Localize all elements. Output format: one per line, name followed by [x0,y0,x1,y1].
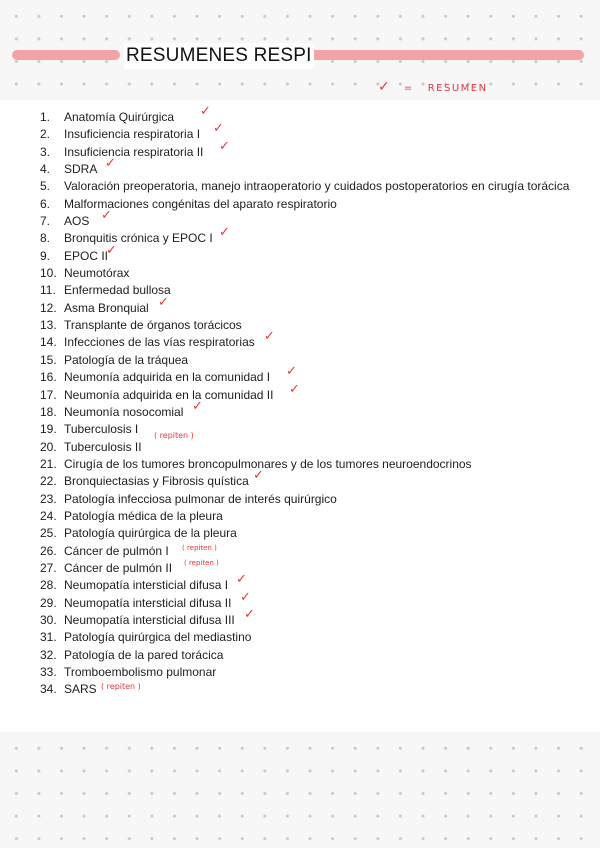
check-mark-icon: ✓ [192,398,203,414]
item-number: 9. [40,248,51,263]
list-item [40,265,600,282]
item-text: SDRA [64,162,98,177]
item-text: Patología quirúrgica de la pleura [64,526,237,541]
item-number: 4. [40,162,51,177]
item-number: 31. [40,630,57,645]
repeated-note: ( repiten ) [184,558,219,567]
list-item [40,121,600,143]
list-item [40,543,600,560]
item-text: Malformaciones congénitas del aparato respiratorio [64,196,337,211]
list-item [40,282,600,299]
item-number: 11. [40,283,56,298]
item-text: Neumonía nosocomial [64,404,184,419]
item-number: 27. [40,560,57,575]
item-number: 34. [40,682,57,697]
dotted-footer-background [0,732,600,848]
list-item [40,508,600,525]
check-mark-icon: ✓ [240,589,251,605]
item-number: 22. [40,474,57,489]
list-item [40,178,600,195]
item-number: 2. [40,127,51,142]
item-text: Tuberculosis II [64,439,142,454]
list-item [40,364,600,386]
topic-list [40,104,600,699]
item-number: 33. [40,665,57,679]
item-number: 30. [40,612,57,627]
check-mark-icon: ✓ [200,104,211,119]
check-mark-icon: ✓ [158,294,169,310]
item-text: Neumopatía intersticial difusa III [64,612,235,627]
check-mark-icon: ✓ [378,79,390,95]
list-item [40,572,600,594]
item-text: Tromboembolismo pulmonar [64,665,217,679]
item-text: Cirugía de los tumores broncopulmonares y de los tumores neuroendocrinos [64,456,472,471]
check-mark-icon: ✓ [244,606,255,622]
check-mark-icon: ✓ [236,572,247,588]
item-number: 6. [40,196,51,211]
item-text: Patología médica de la pleura [64,508,223,523]
item-text: Transplante de órganos torácicos [64,318,242,333]
item-text: AOS [64,214,90,229]
item-text: Neumopatía intersticial difusa I [64,578,229,593]
list-item [40,329,600,351]
list-item [40,208,600,230]
list-item [40,439,600,456]
item-number: 24. [40,508,57,523]
item-number: 12. [40,300,57,315]
list-item [40,456,600,473]
item-number: 20. [40,439,57,454]
item-number: 8. [40,231,51,246]
item-number: 18. [40,404,57,419]
item-number: 5. [40,179,51,194]
repeated-note: ( repiten ) [182,543,217,552]
item-number: 15. [40,352,57,367]
list-item [40,225,600,247]
check-mark-icon: ✓ [213,121,224,137]
item-text: Neumonía adquirida en la comunidad I [64,370,271,385]
item-number: 21. [40,456,57,471]
item-number: 17. [40,387,57,402]
item-text: Insuficiencia respiratoria I [64,127,201,142]
item-text: Neumonía adquirida en la comunidad II [64,387,274,402]
item-number: 13. [40,318,57,333]
item-number: 3. [40,144,51,159]
check-mark-icon: ✓ [289,381,300,397]
item-text: EPOC II [64,248,109,263]
item-number: 28. [40,578,57,593]
page-title: RESUMENES RESPI [124,43,314,69]
list-item [40,242,600,265]
list-item [40,468,600,490]
item-number: 32. [40,647,57,662]
list-item [40,421,600,441]
list-item [40,629,600,646]
list-item [40,196,600,213]
item-text: Cáncer de pulmón II [64,560,173,575]
check-mark-icon: ✓ [264,329,275,345]
item-text: Bronquiectasias y Fibrosis quística [64,474,249,489]
item-text: Patología infecciosa pulmonar de interés quirúrgico [64,491,337,506]
item-text: Insuficiencia respiratoria II [64,144,204,159]
item-number: 14. [40,335,57,350]
item-number: 1. [40,110,51,124]
legend [378,79,488,95]
item-text: Patología quirúrgica del mediastino [64,630,252,645]
repeated-note: ( repiten ) [154,431,194,441]
item-number: 7. [40,214,51,229]
item-text: Valoración preoperatoria, manejo intraoperatorio y cuidados postoperatorios en cirugía torácica [64,179,570,194]
list-item [40,156,600,178]
list-item [40,398,600,421]
item-text: Cáncer de pulmón I [64,543,169,558]
title-accent-bar-right [296,50,584,60]
item-text: SARS [64,682,97,697]
list-item [40,138,600,161]
item-text: Infecciones de las vías respiratorias [64,335,255,350]
item-text: Anatomía Quirúrgica [64,110,175,124]
item-number: 29. [40,595,57,610]
item-number: 16. [40,370,57,385]
list-item [40,381,600,404]
check-mark-icon: ✓ [253,468,264,484]
legend-label: RESUMEN [427,83,488,94]
item-text: Enfermedad bullosa [64,283,171,298]
repeated-note: ( repiten ) [101,682,141,692]
item-text: Patología de la tráquea [64,352,189,367]
item-number: 23. [40,491,57,506]
list-item [40,589,600,612]
list-item [40,560,600,577]
item-number: 10. [40,266,57,281]
check-mark-icon: ✓ [219,138,230,154]
list-item [40,647,600,664]
list-item [40,491,600,508]
check-mark-icon: ✓ [219,225,230,241]
check-mark-icon: ✓ [106,242,117,258]
item-text: Neumotórax [64,266,130,281]
list-item [40,352,600,369]
item-number: 26. [40,543,57,558]
item-text: Tuberculosis I [64,422,139,437]
list-item [40,681,600,698]
item-text: Bronquitis crónica y EPOC I [64,231,213,246]
list-item [40,525,600,542]
list-item [40,606,600,629]
item-number: 19. [40,422,57,437]
item-text: Patología de la pared torácica [64,647,224,662]
item-text: Neumopatía intersticial difusa II [64,595,232,610]
list-item [40,104,600,126]
check-mark-icon: ✓ [286,364,297,380]
legend-equals: = [403,83,414,94]
item-text: Asma Bronquial [64,300,149,315]
list-item [40,294,600,317]
list-item [40,317,600,334]
item-number: 25. [40,526,57,541]
title-accent-bar-left [12,50,120,60]
check-mark-icon: ✓ [101,208,112,224]
check-mark-icon: ✓ [105,156,116,172]
